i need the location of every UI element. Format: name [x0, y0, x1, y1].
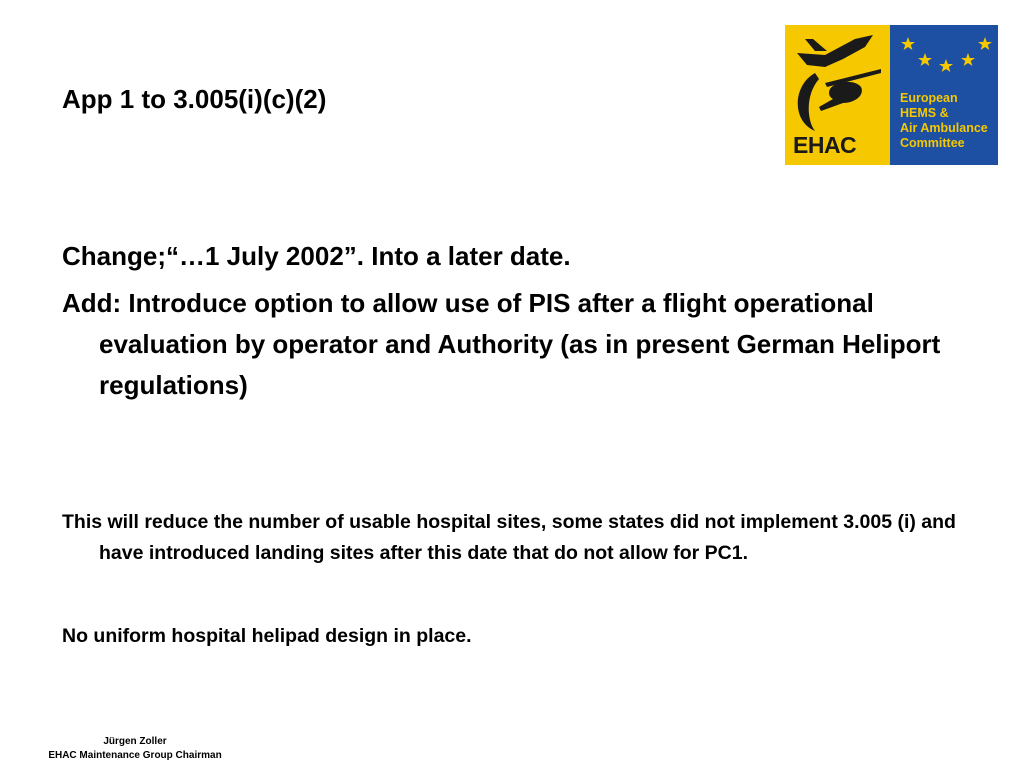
logo-organization-name: European HEMS & Air Ambulance Committee	[900, 91, 988, 150]
slide-title: App 1 to 3.005(i)(c)(2)	[62, 84, 327, 114]
footer-name: Jürgen Zoller	[103, 736, 167, 747]
change-paragraph: Change;“…1 July 2002”. Into a later date.	[62, 241, 571, 271]
logo-blue-panel	[890, 25, 998, 165]
add-paragraph: Add: Introduce option to allow use of PIS after a flight operational evaluation by operator and Authority (as in present German Heliport regulations)	[62, 288, 941, 400]
eu-stars-icon	[890, 25, 998, 91]
footer	[20, 735, 250, 763]
logo-abbreviation: EHAC	[793, 132, 857, 158]
footer-role: EHAC Maintenance Group Chairman	[48, 750, 222, 761]
reduce-paragraph: This will reduce the number of usable hospital sites, some states did not implement 3.005 (i) and have introduced landing sites after this date that do not allow for PC1.	[62, 511, 956, 564]
logo-yellow-panel	[785, 25, 890, 165]
ehac-logo	[785, 25, 998, 165]
uniform-paragraph: No uniform hospital helipad design in place.	[62, 625, 472, 647]
